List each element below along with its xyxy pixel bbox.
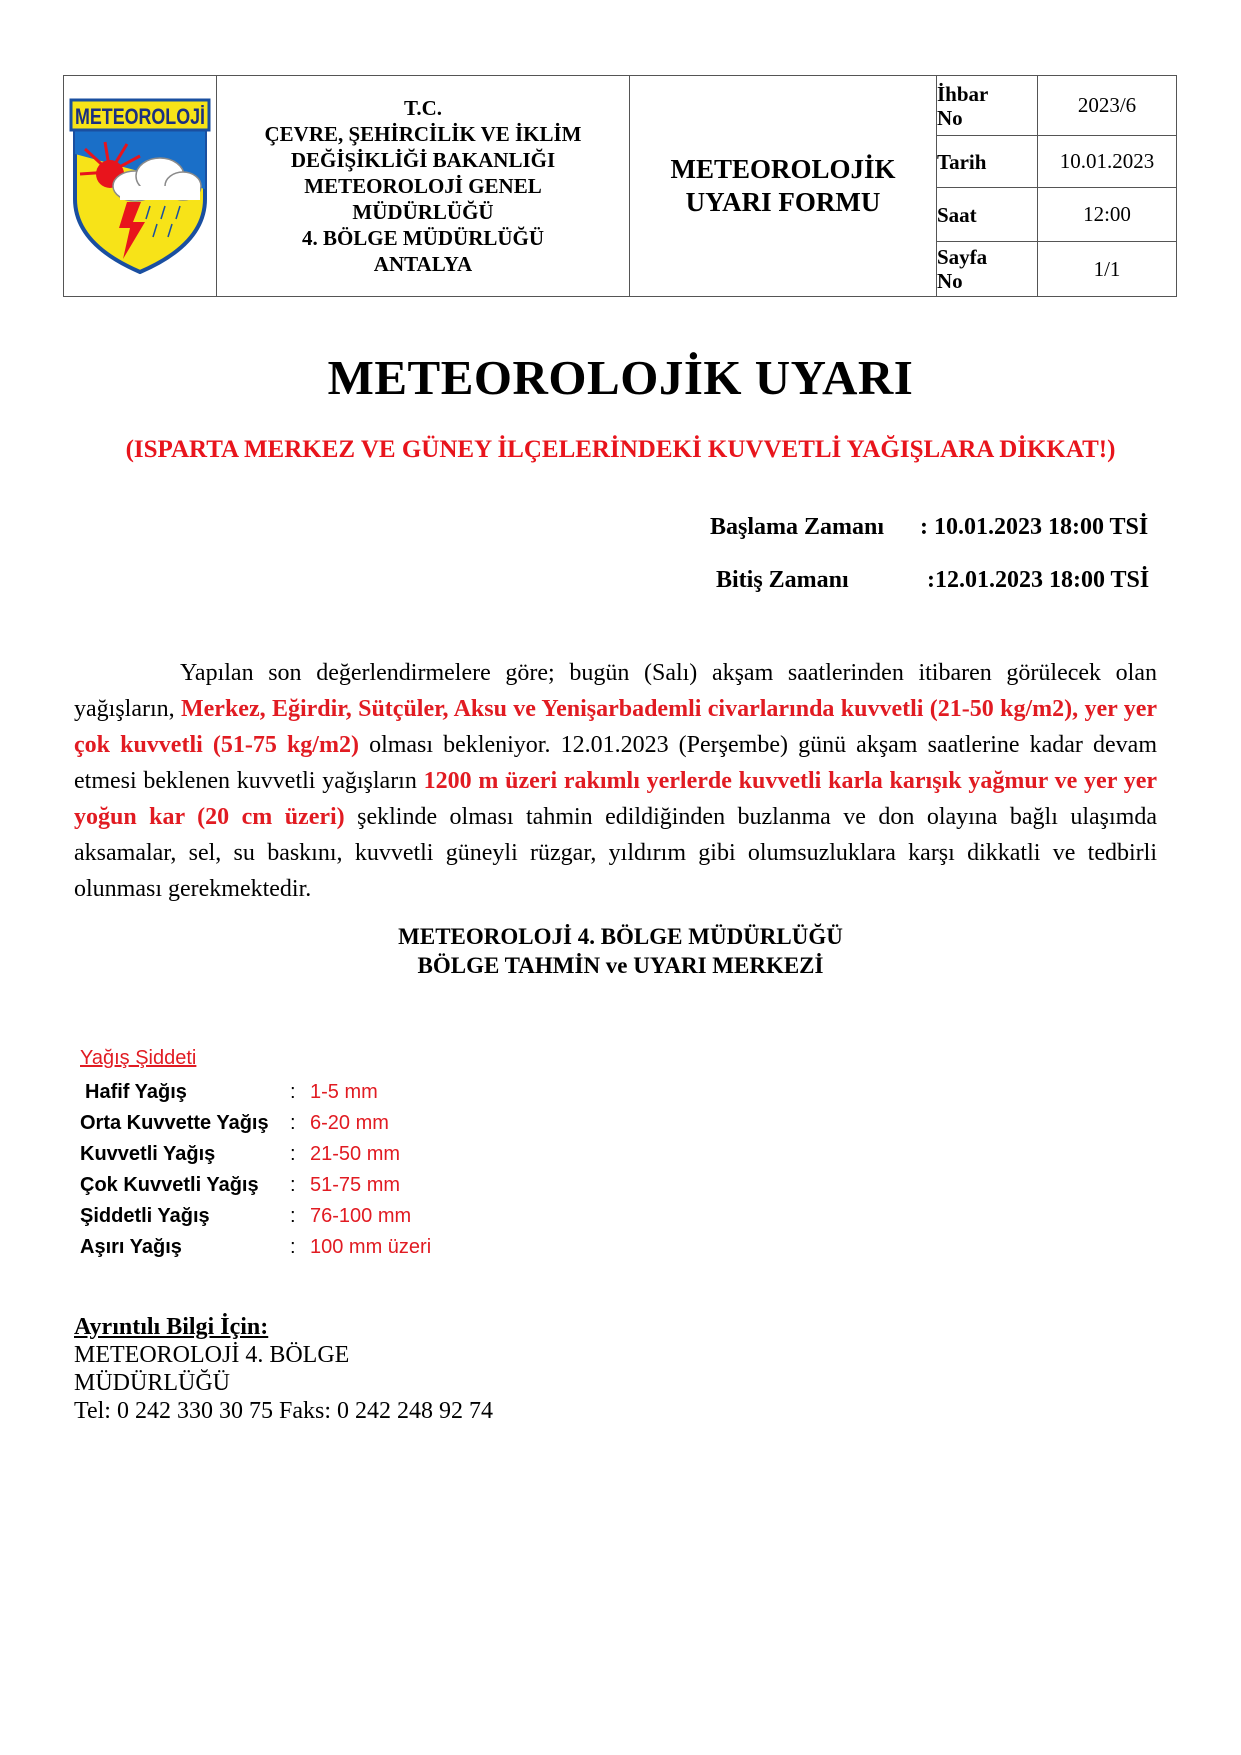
field-value-sayfa-no: 1/1 xyxy=(1038,242,1177,297)
signature-line-2: BÖLGE TAHMİN ve UYARI MERKEZİ xyxy=(417,953,824,978)
end-time-label: Bitiş Zamanı xyxy=(716,567,849,593)
legend-row: Çok Kuvvetli Yağış : 51-75 mm xyxy=(80,1174,401,1196)
body-text-3: şeklinde olması tahmin edildiğinden buzlanma ve don olayına bağlı ulaşımda aksamalar, sel, su baskını, kuvvetli güneyli rüzgar, yıldırım gibi olumsuzluklara karşı dikkatli ve tedbirli olunması gerekmektedir. xyxy=(74,804,1157,902)
meteoroloji-logo xyxy=(65,94,215,274)
start-time-value: : 10.01.2023 18:00 TSİ xyxy=(920,514,1149,540)
logo-cell xyxy=(64,76,217,297)
contact-line: METEOROLOJİ 4. BÖLGE xyxy=(74,1342,350,1368)
contact-phone-fax: Tel: 0 242 330 30 75 Faks: 0 242 248 92 74 xyxy=(74,1398,493,1424)
body-highlight-1: Merkez, Eğirdir, Sütçüler, Aksu ve Yenişarbademli civarlarında kuvvetli (21-50 kg/m2), yer yer çok kuvvetli (51-75 kg/m2) xyxy=(74,696,1158,758)
form-title-cell xyxy=(630,76,937,297)
legend-row: Şiddetli Yağış : 76-100 mm xyxy=(80,1205,412,1227)
org-line: DEĞİŞİKLİĞİ BAKANLIĞI xyxy=(290,148,556,172)
legend-row: Orta Kuvvette Yağış : 6-20 mm xyxy=(80,1112,389,1134)
body-highlight-2: 1200 m üzeri rakımlı yerlerde kuvvetli karla karışık yağmur ve yer yer yoğun kar (20 cm üzeri) xyxy=(74,768,1157,830)
field-label-ihbar-no: İhbar No xyxy=(937,76,1038,136)
field-label-tarih: Tarih xyxy=(937,136,1038,188)
field-label-sayfa-no: Sayfa No xyxy=(937,242,1038,297)
legend-row: Hafif Yağış : 1-5 mm xyxy=(85,1081,378,1103)
org-line: 4. BÖLGE MÜDÜRLÜĞÜ xyxy=(301,226,545,250)
field-value-tarih: 10.01.2023 xyxy=(1038,136,1177,188)
end-time-value: :12.01.2023 18:00 TSİ xyxy=(927,567,1150,593)
field-label-saat: Saat xyxy=(937,188,1038,242)
page-title: METEOROLOJİK UYARI xyxy=(327,350,914,405)
field-value-ihbar-no: 2023/6 xyxy=(1038,76,1177,136)
warning-subtitle: (ISPARTA MERKEZ VE GÜNEY İLÇELERİNDEKİ KUVVETLİ YAĞIŞLARA DİKKAT!) xyxy=(125,436,1116,463)
org-line: METEOROLOJİ GENEL xyxy=(304,174,542,198)
contact-info xyxy=(74,1313,493,1425)
org-line: ANTALYA xyxy=(373,252,473,276)
start-time-label: Başlama Zamanı xyxy=(710,514,885,540)
contact-title: Ayrıntılı Bilgi İçin: xyxy=(74,1314,269,1340)
legend-row: Aşırı Yağış : 100 mm üzeri xyxy=(80,1236,432,1258)
signature-line-1: METEOROLOJİ 4. BÖLGE MÜDÜRLÜĞÜ xyxy=(398,924,843,949)
org-line: MÜDÜRLÜĞÜ xyxy=(352,200,494,224)
form-title-line: UYARI FORMU xyxy=(685,187,881,217)
org-line: T.C. xyxy=(403,96,443,120)
legend-title: Yağış Şiddeti xyxy=(80,1047,197,1069)
precipitation-legend xyxy=(80,1043,431,1263)
body-text-2: olması bekleniyor. 12.01.2023 (Perşembe) günü akşam saatlerine kadar devam etmesi beklenen kuvvetli yağışların xyxy=(74,732,1157,794)
warning-body xyxy=(74,655,1157,907)
header-table xyxy=(63,75,1177,297)
form-title-line: METEOROLOJİK xyxy=(670,154,896,184)
contact-line: MÜDÜRLÜĞÜ xyxy=(74,1370,230,1396)
svg-text:METEOROLOJİ: METEOROLOJİ xyxy=(75,103,205,129)
body-text-1: Yapılan son değerlendirmelere göre; bugün (Salı) akşam saatlerinden itibaren görülecek olan yağışların, xyxy=(74,660,1157,722)
org-line: ÇEVRE, ŞEHİRCİLİK VE İKLİM xyxy=(264,122,582,146)
organization-cell xyxy=(217,76,630,297)
field-value-saat: 12:00 xyxy=(1038,188,1177,242)
legend-row: Kuvvetli Yağış : 21-50 mm xyxy=(80,1143,401,1165)
